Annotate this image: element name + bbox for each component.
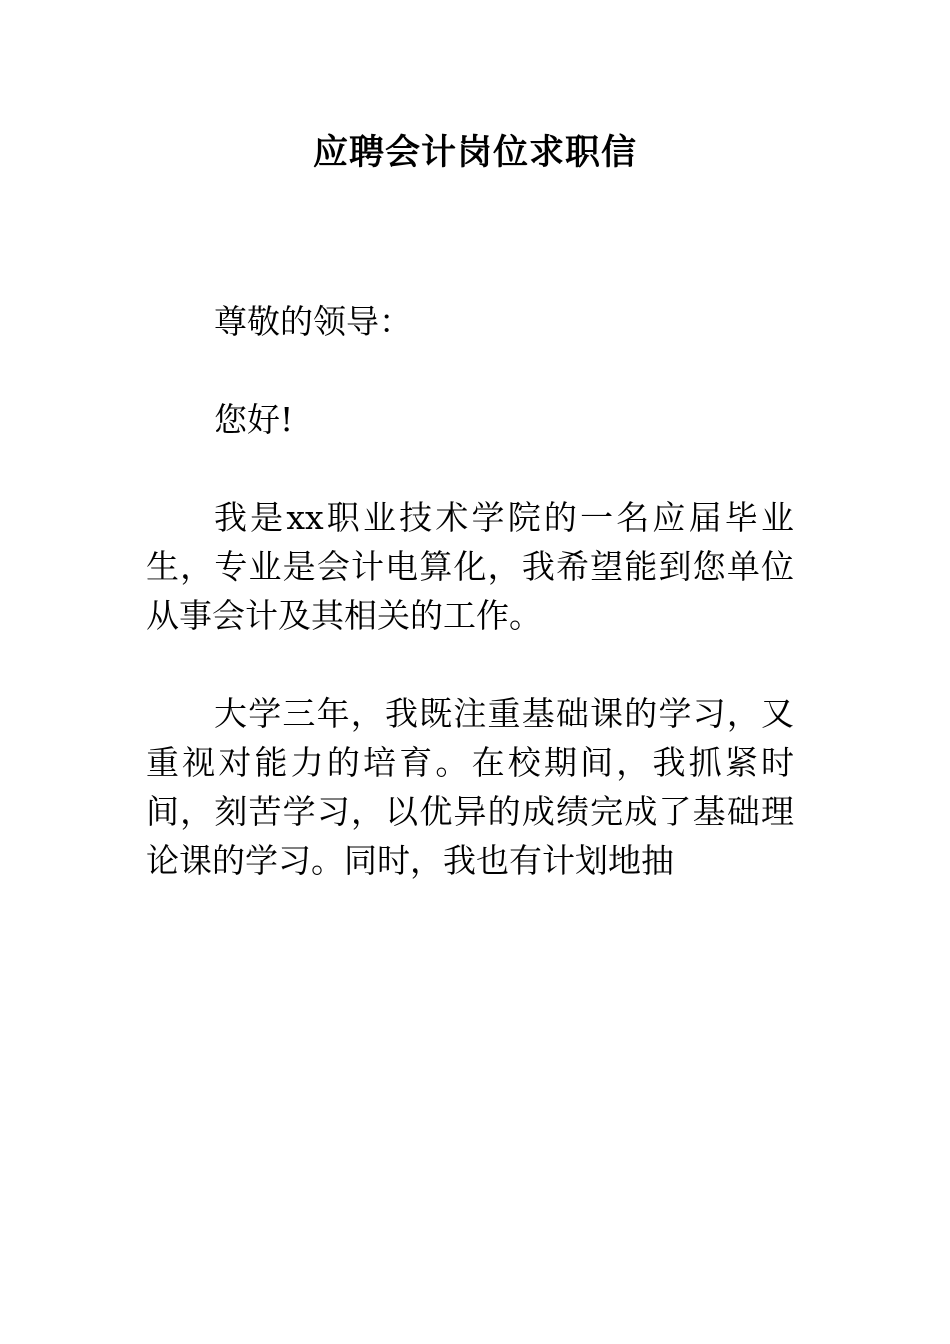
greeting: 您好! xyxy=(214,400,294,439)
document-title: 应聘会计岗位求职信 xyxy=(312,133,637,173)
letter-body xyxy=(146,297,794,934)
paragraph-introduction: 我是xx职业技术学院的一名应届毕业生，专业是会计电算化，我希望能到您单位从事会计及其相关的工作。 xyxy=(146,498,794,635)
paragraph-studies: 大学三年，我既注重基础课的学习，又重视对能力的培育。在校期间，我抓紧时间，刻苦学习，以优异的成绩完成了基础理论课的学习。同时，我也有计划地抽 xyxy=(146,694,794,880)
salutation: 尊敬的领导： xyxy=(214,302,412,341)
